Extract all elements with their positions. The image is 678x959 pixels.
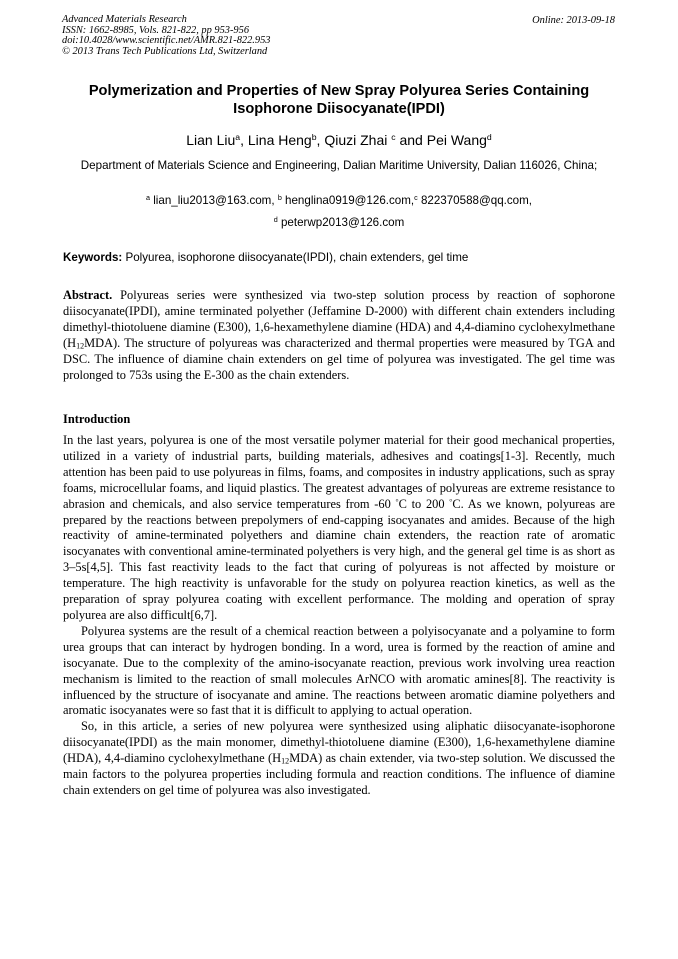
degree-mark: ° (395, 496, 399, 506)
subscript: 12 (281, 756, 290, 766)
email-mark: b (277, 193, 282, 203)
author-separator: , (316, 132, 325, 148)
email-address: peterwp2013@126.com (277, 216, 405, 229)
author-affil-mark: b (311, 132, 317, 143)
author-name: Qiuzi Zhai (324, 132, 392, 148)
paragraph-text: C to 200 (398, 496, 450, 511)
subscript: 12 (76, 341, 85, 351)
paragraph-text: Polyurea systems are the result of a chemical reaction between a polyisocyanate and a polyamine to form urea groups that can interact by hydrogen bonding. In a word, urea is formed by the reaction of amine and isocyanate. Due to the complexity of the amino-isocyanate reaction, previous work involving urea reaction mechanism is limited to the reaction of small molecules ArNCO with aromatic amines[8]. The reactivity is influenced by the structure of isocyanate and amine. The reactions between aromatic diamine polyethers and aromatic isocyanates were so fast that it is difficult to applying to actual operation. (63, 623, 615, 718)
title-line-2: Isophorone Diisocyanate(IPDI) (233, 101, 445, 117)
email-mark: a (146, 193, 150, 203)
email-line-2 (40, 215, 638, 230)
author-name: Pei Wang (426, 132, 487, 148)
abstract-text: Polyureas series were synthesized via two-step solution process by reaction of sophorone diisocyanate(IPDI), amine terminated polyether (Jeffamine D-2000) with different chain extenders including dimethyl-thiotoluene diamine (E300), 1,6-hexamethylene diamine (HDA) and 4,4-diamino cyclohexylmethane (H (63, 288, 615, 350)
introduction-body (63, 433, 615, 799)
title-line-1: Polymerization and Properties of New Spray Polyurea Series Containing (88, 83, 590, 99)
author-name: Lina Heng (247, 132, 312, 148)
paper-title (40, 82, 638, 118)
doi-line: doi:10.4028/www.scientific.net/AMR.821-822.953 (62, 35, 271, 47)
keywords-label: Keywords: (63, 251, 123, 264)
email-line-1 (40, 193, 638, 208)
author-list (40, 131, 638, 149)
author-separator: , (240, 132, 248, 148)
paragraph (63, 719, 615, 799)
paragraph-text: In the last years, polyurea is one of the most versatile polymer material for their good mechanical properties, utilized in a variety of industrial parts, building materials, adhesives and coatings[1-3]. Recently, much attention has been paid to use polyureas in films, foams, and composites in industry applications, such as spray foams, microcellular foams, and liquid plastics. The greatest advantages of polyureas are extreme resistance to abrasion and chemicals, and also service temperatures from -60 (63, 433, 615, 511)
author-affil-mark: c (391, 132, 396, 143)
author-affil-mark: a (235, 132, 241, 143)
copyright-line: © 2013 Trans Tech Publications Ltd, Switzerland (62, 45, 268, 57)
affiliation: Department of Materials Science and Engineering, Dalian Maritime University, Dalian 116026, China; (80, 159, 598, 172)
paragraph-text: C. As we known, polyureas are prepared by the reactions between prepolymers of end-capping isocyanates and amides. Because of the high reactivity of amine-terminated polyethers and diamine chain extenders, the reaction rate of aromatic isocyanates with conventional amine-terminated polyethers is very high, and the general gel time is as short as 3–5s[4,5]. This fast reactivity leads to the fact that curing of polyureas is not affected by moisture or temperature. The high reactivity is unfavorable for the study on polyurea reaction kinetics, as well as the preparation of spray polyurea coating with excellent performance. The molding and operation of spray polyurea are also difficult[6,7]. (63, 496, 616, 622)
online-date: Online: 2013-09-18 (532, 15, 615, 26)
abstract-text: MDA). The structure of polyureas was characterized and thermal properties were measured by TGA and DSC. The influence of diamine chain extenders on gel time of polyurea was investigated. The gel time was prolonged to 753s using the E-300 as the chain extenders. (63, 335, 615, 382)
paragraph-text: So, in this article, a series of new polyurea were synthesized using aliphatic diisocyanate-isophorone diisocyanate(IPDI) as the main monomer, dimethyl-thiotoluene diamine (E300), 1,6-hexamethylene diamine (HDA), 4,4-diamino cyclohexylmethane (H (63, 719, 615, 766)
email-address: 822370588@qq.com, (417, 194, 532, 207)
email-address: henglina0919@126.com, (281, 194, 415, 207)
author-affil-mark: d (486, 132, 492, 143)
keywords-text: Polyurea, isophorone diisocyanate(IPDI), chain extenders, gel time (122, 251, 469, 264)
section-title: Introduction (63, 412, 131, 426)
keywords (63, 251, 468, 264)
email-mark: d (273, 215, 278, 225)
journal-name: Advanced Materials Research (62, 14, 187, 25)
paragraph-text: MDA) as chain extender, via two-step solution. We discussed the main factors to the polyurea properties including formula and reaction conditions. The influence of diamine chain extenders on gel time of polyurea was also investigated. (63, 751, 615, 797)
degree-mark: ° (449, 496, 453, 506)
paragraph (63, 433, 615, 624)
journal-header (62, 15, 270, 57)
author-separator: and (395, 132, 427, 148)
email-address: lian_liu2013@163.com, (150, 194, 275, 207)
abstract (63, 288, 615, 383)
author-name: Lian Liu (186, 132, 236, 148)
issn-line: ISSN: 1662-8985, Vols. 821-822, pp 953-956 (62, 24, 250, 36)
abstract-label: Abstract. (63, 288, 113, 302)
paragraph (63, 624, 615, 719)
email-mark: c (414, 193, 418, 203)
